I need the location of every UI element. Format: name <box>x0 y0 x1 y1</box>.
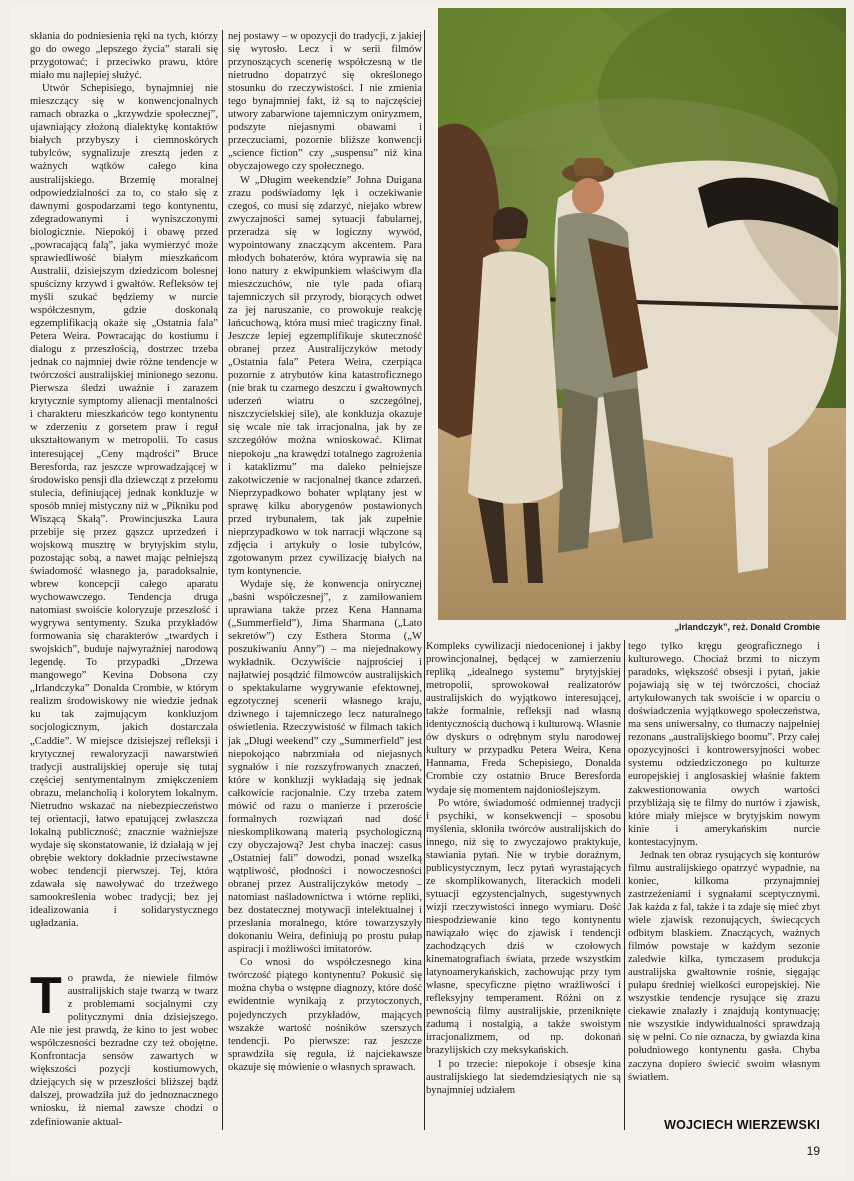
article-column-4 <box>628 640 820 1125</box>
article-column-1-lower <box>30 972 218 1130</box>
article-column-1 <box>30 30 218 965</box>
paragraph: skłania do podniesienia ręki na tych, którzy go do owego „lepszego życia” starali się przygotować; i przeciwko prawu, które miało mu najlepiej służyć. <box>30 31 218 82</box>
page-number: 19 <box>806 1144 820 1158</box>
paragraph: I po trzecie: niepokoje i obsesje kina australijskiego lat siedemdziesiątych nie są bynajmniej udziałem <box>426 1058 621 1096</box>
column-rule <box>424 30 425 1130</box>
photo-caption: „Irlandczyk”, reż. Donald Crombie <box>674 622 820 632</box>
column-rule <box>222 30 223 1130</box>
paragraph: W „Długim weekendzie” Johna Duigana zrazu podświadomy lęk i oczekiwanie czegoś, co musi się zdarzyć, niejako wbrew zwyczajności samej sytuacji fabularnej, przeradza się w logiczny wywód, wypointowany znaczącym akcentem. Para młodych bohaterów, która wyprawia się na łono natury z ekwipunkiem właściwym dla mieszczuchów, nie tyle pada ofiarą tajemniczych sił przyrody, biorących odwet za jej naruszanie, co prowokuje reakcję łańcuchową, która musi mieć tragiczny finał. Jeszcze lepiej egzemplifikuje skuteczność obranej przez Australijczyków metody „Ostatnia fala” Petera Weira, czerpiąca pozornie z atrybutów kina katastroficznego (nie brak tu czarnego deszczu i gwałtownych uderzeń wiatru o szczególnej, niszczycielskiej sile), ale konkluzja okazuje się wcale nie tak irracjonalna, jak by ze szczegółów można wnioskować. Klimat niepokoju „na krawędzi totalnego zagrożenia i kataklizmu” ma daleko pełniejsze zakotwiczenie w racjonalnej tkance zdarzeń. Nieprzypadkowo bohater wplątany jest w sprawę kilku aborygenów postawionych przed trybunałem, tak jak zupełnie nieprzypadkowo w tok narracji włączone są zdjęcia i artykuły o losie tubylców, zgotowanym przez cywilizację białych na tym kontynencie. <box>228 174 422 577</box>
author-signature: WOJCIECH WIERZEWSKI <box>664 1118 820 1132</box>
film-still-photo <box>438 8 846 620</box>
column-rule <box>624 640 625 1130</box>
film-still-illustration <box>438 8 846 620</box>
paragraph: Utwór Schepisiego, bynajmniej nie mieszczący się w konwencjonalnych ramach obrazka o „krzywdzie społecznej”, ujawniający złożoną dialektykę kontaktów białych przybyszy i ciemnoskórych tubylców, sygnalizuje zresztą jeden z ważnych wątków całego kina australijskiego. Brzemię moralnej odpowiedzialności za to, co stało się z dawnymi gospodarzami tego kontynentu, zdegradowanymi i wyniszczonymi biologicznie. Niepokój i obawę przed „powracającą falą”, jaka wymierzyć może sprawiedliwość białym mieszkańcom Australii, dzisiejszym dziedzicom bolesnej spuścizny krzywd i gwałtów. Refleksów tej myśli szukać będziemy w nurcie współczesnym, gdzie doskonałą egzemplifikacją okaże się „Ostatnia fala” Petera Weira. Powracając do kostiumu i dialogu z przeszłością, dostrzec trzeba jednak co najmniej dwie różne tendencje w twórczości australijskiej minionego sezonu. Pierwsza śledzi uważnie i zarazem krytycznie symptomy alienacji mentalności i charakteru mieszkańców tego kontynentu w zderzeniu z gorsetem praw i reguł ukształtowanym w metropolii. To casus interesującej „Ceny mądrości” Bruce Beresforda, raz jeszcze wprowadzającej w środowisko pensji dla dziewcząt z przełomu stulecia, definiującej jednak konkluzje w sposób mniej mistyczny niż w „Pikniku pod Wiszącą Skałą”. Prowincjuszka Laura przebije się przez gąszcz uprzedzeń i wojskową musztrę w brytyjskim stylu, pozostając sobą, a nawet mając pełniejszą świadomość własnego ja, paradoksalnie, wbrew koncepcji całego aparatu wychowawczego. Tendencja druga natomiast swoiście koloryzuje przeszłość i wygrywa sentymenty. Szuka przykładów formowania się charakterów „twardych i swojskich”, buduje najwyraźniej narodową legendę. To przypadki „Drzewa mangowego” Kevina Dobsona czy „Irlandczyka” Donalda Crombie, w którym realizm środowiskowy nie wiedzie jednak ku tak zajmującym konkluzjom socjologicznym, jakich dostarczała „Caddie”. W miejsce dzisiejszej refleksji i krytycznej rewaloryzacji nawarstwień tradycji australijskiej operuje się tutaj częściej sentymentalnym zmiękczeniem obrazu, melancholią i kolorytem lokalnym. Nietrudno wskazać na niebezpieczeństwo tej orientacji, łatwo epatującej zwłaszcza lokalną publiczność; znacznie ważniejsze wydaje się skonstatowanie, iż działają w jej obrębie wektory dokładnie przeciwstawne wobec tendencji pierwszej. Tej, która zdawała się nawoływać do trzeźwego samookreślenia wobec tradycji; bez jej idealizowania i solidarystycznego ugładzania. <box>30 83 218 930</box>
paragraph: Jednak ten obraz rysujących się konturów filmu australijskiego opatrzyć wypadnie, na koniec, kilkoma przynajmniej zastrzeżeniami i sygnałami sceptycznymi. Jak każda z fal, także i ta zdaje się mieć zbyt wiele zjawisk rezonujących, świecących odbitym blaskiem. Znaczących, ważnych filmów powstaje w każdym sezonie zaledwie kilka, tymczasem produkcja australijska gwałtownie rośnie, sięgając pułapu średniej wielkości europejskiej. Nie wszystkie tendencje rysujące się zrazu ciekawie znalazły i znajdują kontynuację; nie wszystkie indywidualności sprawdzają się w pełni. Co nie oznacza, by gwiazda kina południowego kontynentu gasła. Chyba zaczyna dopiero świecić swoim własnym światłem. <box>628 849 820 1083</box>
drop-cap: T <box>30 972 62 1025</box>
paragraph: nej postawy – w opozycji do tradycji, z jakiej się wyrosło. Lecz i w serii filmów przynoszących scenerię współczesną w tle nietrudno dopatrzyć się określonego stosunku do rzeczywistości. I nie zmienia tego bynajmniej fakt, iż są to najczęściej utwory zabarwione tajemniczym oniryzmem, podszyte niejasnymi obawami i przeczuciami, pozornie bliższe konwencji „science fiction” czy „suspensu” niż kina obyczajowego czy społecznego. <box>228 31 422 173</box>
paragraph: o prawda, że niewiele filmów australijskich staje twarzą w twarz z problemami socjalnymi czy politycznymi dnia dzisiejszego. Ale nie jest prawdą, że kino to jest wobec współczesności bezradne czy też obojętne. Konfrontacja sensów zawartych w większości pozycji kostiumowych, dziejących się w przeszłości bliższej bądź dalszej, prowadziła już do jednoznacznego wniosku, iż niemal zawsze chodzi o zdefiniowanie aktual- <box>30 973 218 1128</box>
paragraph: Wydaje się, że konwencja onirycznej „baśni współczesnej”, z zamiłowaniem uprawiana także przez Kena Hannama („Summerfield”), Jima Sharmana („Lato sekretów”) czy Esthera Storma („W poszukiwaniu Anny”) – ma niejednakowy wykładnik. Oczywiście najprościej i najłatwiej posądzić filmowców australijskich o spektakularne wygrywanie efektownej, egzotycznej scenerii własnego kraju, dziwnego i tajemniczego lecz naturalnego oświetlenia. Rzeczywistość w filmach takich jak „Długi weekend” czy „Summerfield” jest niepokojąco nabrzmiała od niejasnych sygnałów i nie rozszyfrowanych znaczeń, które w konkluzji wykładają się jednak całkowicie racjonalnie. Czy trzeba zatem mówić od razu o manierze i przeroście formalnych rozwiązań nad dość nieskomplikowaną materią psychologiczną czy obyczajową? Jest chyba inaczej: casus „Ostatniej fali” dowodzi, ponad wszelką wątpliwość, płodności i nowoczesności obranej przez Australijczyków metody – natomiast naśladownictwa i wtórne repliki, bez dostatecznej motywacji intelektualnej i przesłania moralnego, które towarzyszyły dokonaniu Weira, definiują po prostu pułap aspiracji i możliwości imitatorów. <box>228 578 422 956</box>
paragraph: Po wtóre, świadomość odmiennej tradycji i psychiki, w konsekwencji – sposobu myślenia, skłoniła twórców australijskich do innego, niż się to zwyczajowo praktykuje, stawiania pytań. Nie w trybie doraźnym, publicystycznym, lecz pytań wyrastających ze skomplikowanych, literackich modeli sytuacji egzystencjalnych, sugestywnych wizji rzeczywistości innego wymiaru. Dość niespodziewanie kino tego kontynentu nawiązało więc do zjawisk i tendencji zachodzących dziś w czołowych kinematografiach świata, przede wszystkim latynoamerykańskich, zachowując przy tym własne, specyficzne piętno wrażliwości i refleksyjny temperament. Różni on z pewnością filmy australijskie, przeniknięte zadumą i nostalgią, a także swoistym irracjonalizmem, od np. dokonań brazylijskich czy meksykańskich. <box>426 797 621 1057</box>
paragraph: Co wnosi do współczesnego kina twórczość piątego kontynentu? Pokusić się można chyba o wstępne diagnozy, które dość ewidentnie wynikają z przytoczonych, pojedynczych przykładów, mających wszakże wartość nośników szerszych tendencji. Po pierwsze: raz jeszcze sprawdziła się reguła, iż najciekawsze okazuje się mówienie o własnych sprawach. <box>228 957 422 1073</box>
paragraph: tego tylko kręgu geograficznego i kulturowego. Chociaż brzmi to niczym paradoks, większość obsesji i pytań, jakie pojawiają się w tej twórczości, chociaż artykułowanych tak swoiście i w oparciu o doświadczenia wyjątkowego społeczeństwa, ma sens uniwersalny, co tłumaczy najpełniej rezonans „australijskiego boomu”. Przy całej opozycyjności i kontrowersyjności wobec systemu odziedziczonego po kulturze europejskiej i anglosaskiej właśnie faktem zakwestionowania owych wartości przybliżają się te filmy do nurtów i zjawisk, które miały miejsce w brytyjskim nowym kinie i amerykańskim nurcie kontestacyjnym. <box>628 641 820 848</box>
paragraph: Kompleks cywilizacji niedocenionej i jakby prowincjonalnej, będącej w zamierzeniu repliką „idealnego systemu” brytyjskiej metropolii, sprowokował realizatorów australijskich do wyjątkowo interesującej, także formalnie, refleksji nad własną identycznością duchową i kulturową. Własnie ów dyskurs o odrębnym stylu narodowej kultury w przypadku Petera Weira, Kena Hannama, Freda Schepisiego, Donalda Crombie czy ostatnio Bruce Beresforda wydaje się momentem najdonioślejszym. <box>426 641 621 796</box>
article-column-3 <box>426 640 621 1110</box>
article-column-2 <box>228 30 422 1130</box>
